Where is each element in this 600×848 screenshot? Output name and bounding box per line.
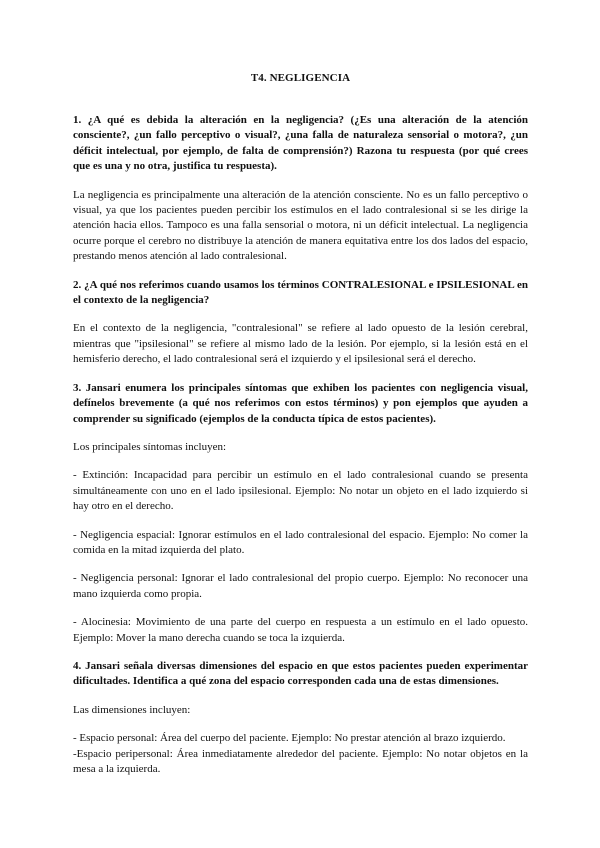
answer-1-paragraph: La negligencia es principalmente una alteración de la atención consciente. No es un fallo perceptivo o visual, ya que los pacientes pueden percibir los estímulos en el lado contralesional si se les dirige la atención hacia ellos. Tampoco es una falla sensorial o motora, ni un déficit intelectual. La negligencia ocurre porque el cerebro no distribuye la atención de manera equitativa entre los dos lados del espacio, prestando menos atención al lado contralesional.: [73, 188, 528, 263]
answer-2-paragraph: En el contexto de la negligencia, "contralesional" se refiere al lado opuesto de la lesión cerebral, mientras que "ipsilesional" se refiere al mismo lado de la lesión. Por ejemplo, si la lesión está en el hemisferio derecho, el lado contralesional será el izquierdo y el ipsilesional será el derecho.: [73, 322, 528, 366]
document-title: T4. NEGLIGENCIA: [250, 72, 351, 84]
answer-3-intro: Los principales síntomas incluyen:: [73, 440, 227, 453]
answer-4-intro: Las dimensiones incluyen:: [73, 703, 191, 716]
symptom-extincion: - Extinción: Incapacidad para percibir un estímulo en el lado contralesional cuando se presenta simultáneamente con uno en el lado ipsilesional. Ejemplo: No notar un objeto en el lado izquierdo si hay otro en el derecho.: [73, 469, 528, 513]
question-2: 2. ¿A qué nos referimos cuando usamos los términos CONTRALESIONAL e IPSILESIONAL en el contexto de la negligencia?: [73, 278, 528, 307]
dimension-espacio-personal: - Espacio personal: Área del cuerpo del paciente. Ejemplo: No prestar atención al brazo izquierdo.: [73, 732, 506, 745]
symptom-alocinesia: - Alocinesia: Movimiento de una parte del cuerpo en respuesta a un estímulo en el lado opuesto. Ejemplo: Mover la mano derecha cuando se toca la izquierda.: [73, 616, 528, 644]
symptom-negligencia-espacial: - Negligencia espacial: Ignorar estímulos en el lado contralesional del espacio. Ejemplo: No comer la comida en la mitad izquierda del plato.: [73, 528, 528, 556]
symptom-negligencia-personal: - Negligencia personal: Ignorar el lado contralesional del propio cuerpo. Ejemplo: No reconocer una mano izquierda como propia.: [73, 572, 528, 600]
question-4: 4. Jansari señala diversas dimensiones del espacio en que estos pacientes pueden experimentar dificultades. Identifica a qué zona del espacio corresponden cada una de estas dimensiones.: [73, 659, 528, 688]
question-3: 3. Jansari enumera los principales síntomas que exhiben los pacientes con negligencia visual, defínelos brevemente (a qué nos referimos con estos términos) y pon ejemplos que ayuden a comprender su significado (ejemplos de la conducta típica de estos pacientes).: [73, 381, 528, 425]
dimension-espacio-peripersonal: -Espacio peripersonal: Área inmediatamente alrededor del paciente. Ejemplo: No notar objetos en la mesa a la izquierda.: [73, 747, 528, 775]
question-1: 1. ¿A qué es debida la alteración en la negligencia? (¿Es una alteración de la atención consciente?, ¿un fallo perceptivo o visual?, ¿una falla de naturaleza sensorial o motora?, ¿un déficit intelectual, por ejemplo, de falta de comprensión?) Razona tu respuesta (por qué crees que es una y no otra, justifica tu respuesta).: [73, 114, 528, 173]
